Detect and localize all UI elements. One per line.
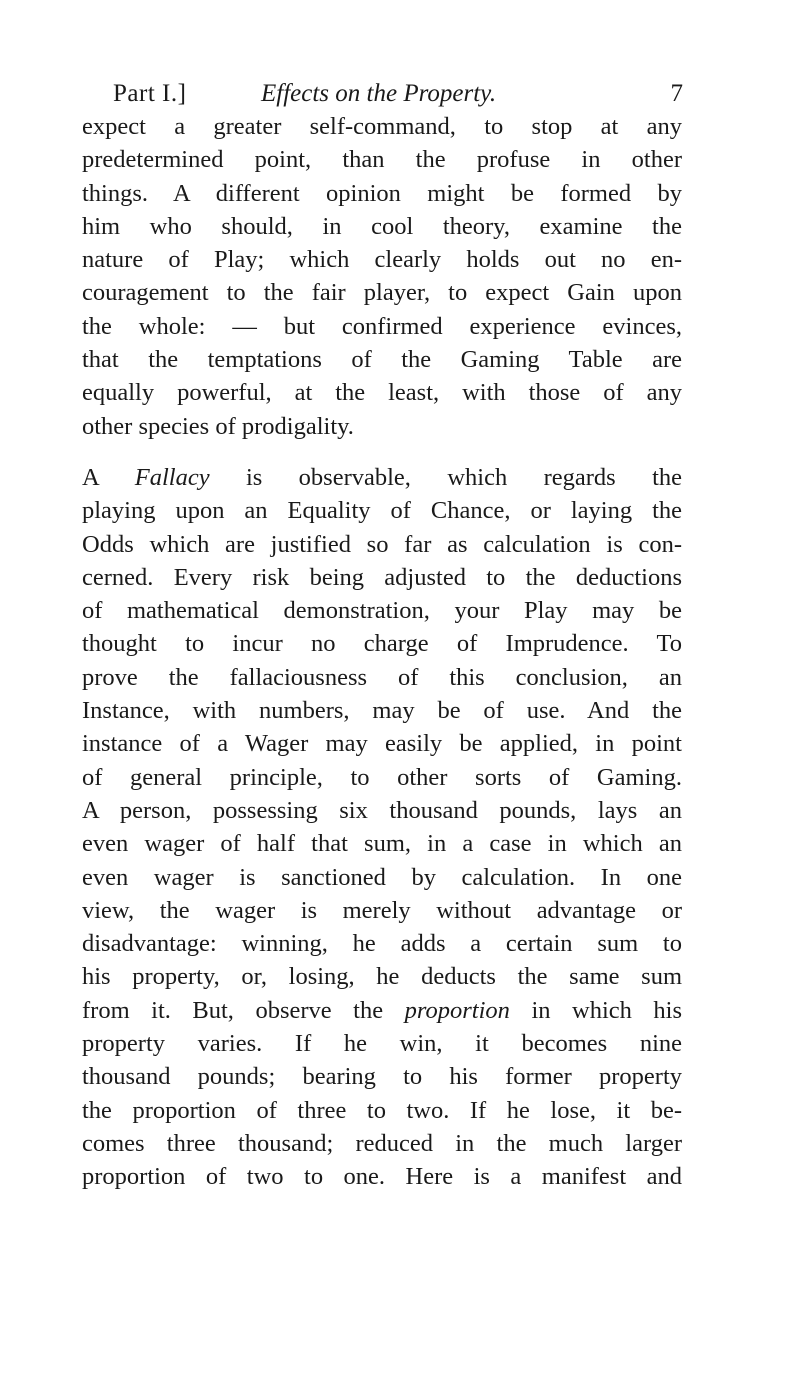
paragraph-2 bbox=[82, 461, 682, 1194]
text-line: the proportion of three to two. If he lose, it be- bbox=[82, 1096, 682, 1124]
text-line: him who should, in cool theory, examine the bbox=[82, 212, 682, 240]
text-line: his property, or, losing, he deducts the same sum bbox=[82, 963, 682, 991]
text-line: couragement to the fair player, to expect Gain upon bbox=[82, 279, 682, 307]
italic-word-fallacy: Fallacy bbox=[134, 463, 210, 491]
text-line: A person, possessing six thousand pounds, lays an bbox=[82, 796, 682, 824]
text-line: comes three thousand; reduced in the much larger bbox=[82, 1129, 682, 1157]
text-line: nature of Play; which clearly holds out no en- bbox=[82, 246, 682, 274]
text-fragment: A bbox=[82, 463, 99, 491]
body-text bbox=[82, 110, 682, 1194]
text-line: predetermined point, than the profuse in other bbox=[82, 146, 682, 174]
paragraph-gap bbox=[82, 443, 682, 461]
running-head bbox=[113, 76, 683, 112]
text-line bbox=[82, 994, 682, 1027]
text-line: equally powerful, at the least, with those of any bbox=[82, 379, 682, 407]
text-line: instance of a Wager may easily be applied, in point bbox=[82, 730, 682, 758]
text-line: of mathematical demonstration, your Play may be bbox=[82, 597, 682, 625]
paragraph-1 bbox=[82, 110, 682, 443]
text-line: thousand pounds; bearing to his former property bbox=[82, 1063, 682, 1091]
text-line: Odds which are justified so far as calculation is con- bbox=[82, 530, 682, 558]
text-line: cerned. Every risk being adjusted to the deductions bbox=[82, 563, 682, 591]
text-line: playing upon an Equality of Chance, or laying the bbox=[82, 497, 682, 525]
text-line: even wager is sanctioned by calculation. In one bbox=[82, 863, 682, 891]
text-line bbox=[82, 461, 682, 494]
running-head-part: Part I.] bbox=[113, 80, 187, 107]
text-line: expect a greater self-command, to stop at any bbox=[82, 113, 682, 140]
text-line: things. A different opinion might be formed by bbox=[82, 179, 682, 207]
text-line: property varies. If he win, it becomes nine bbox=[82, 1030, 682, 1058]
text-line: even wager of half that sum, in a case in which an bbox=[82, 830, 682, 858]
running-head-title: Effects on the Property. bbox=[261, 80, 497, 107]
text-line: of general principle, to other sorts of Gaming. bbox=[82, 763, 682, 791]
text-fragment: is observable, which regards the bbox=[245, 463, 683, 491]
page-number: 7 bbox=[670, 80, 683, 107]
text-line: proportion of two to one. Here is a manifest and bbox=[82, 1163, 682, 1191]
text-line: that the temptations of the Gaming Table are bbox=[82, 346, 682, 374]
text-fragment: from it. But, observe the bbox=[82, 996, 384, 1024]
text-line: other species of prodigality. bbox=[82, 412, 354, 440]
text-line: view, the wager is merely without advantage or bbox=[82, 896, 682, 924]
text-line: thought to incur no charge of Imprudence. To bbox=[82, 630, 682, 658]
italic-word-proportion: proportion bbox=[404, 996, 510, 1024]
text-line: disadvantage: winning, he adds a certain sum to bbox=[82, 930, 682, 958]
text-line: the whole: — but confirmed experience evinces, bbox=[82, 312, 682, 340]
text-line: Instance, with numbers, may be of use. And the bbox=[82, 697, 682, 725]
text-fragment: in which his bbox=[531, 996, 683, 1024]
text-line: prove the fallaciousness of this conclusion, an bbox=[82, 663, 682, 691]
